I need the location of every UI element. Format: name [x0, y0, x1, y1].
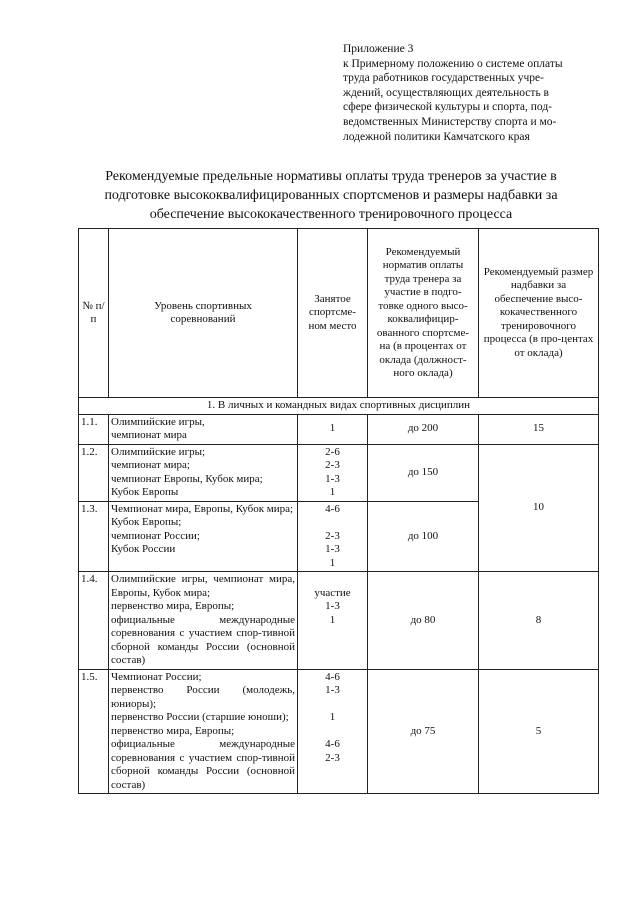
place-value	[300, 725, 365, 739]
level-line: Чемпионат мира, Европы, Кубок мира;	[111, 502, 294, 515]
level-line: первенство России (молодежь, юниоры);	[111, 684, 295, 710]
place-value: 4-6	[325, 670, 340, 683]
row-places	[298, 501, 368, 572]
row-number: 1.5.	[79, 669, 109, 794]
level-line: чемпионат Европы, Кубок мира;	[111, 472, 263, 485]
level-line: первенство мира, Европы;	[111, 600, 235, 612]
row-places	[298, 444, 368, 501]
level-line: Олимпийские игры;	[111, 445, 206, 458]
row-norm: до 200	[368, 414, 479, 444]
row-bonus: 15	[479, 414, 599, 444]
row-norm: до 150	[368, 444, 479, 501]
row-norm: до 80	[368, 572, 479, 670]
place-value: 1-3	[325, 600, 340, 612]
row-levels	[109, 414, 298, 444]
header-place: Занятое спортсме-ном место	[298, 229, 368, 398]
level-line: чемпионат мира;	[111, 459, 190, 471]
row-norm: до 75	[368, 669, 479, 794]
title-line: Рекомендуемые предельные нормативы оплаты труда тренеров за участие в	[105, 169, 557, 184]
place-value	[300, 516, 365, 530]
header-norm: Рекомендуемый норматив оплаты труда тренера за участие в подго-товке одного высо-коквалифицир-ованного спортсме-на (в процентах от оклада (должност-ного оклада)	[368, 229, 479, 398]
appendix-line: ждений, осуществляющих деятельность в	[343, 86, 549, 99]
place-value: 2-6	[325, 445, 340, 458]
row-bonus: 5	[479, 669, 599, 794]
level-line: первенство мира, Европы;	[111, 724, 235, 737]
row-norm: до 100	[368, 501, 479, 572]
row-number: 1.2.	[79, 444, 109, 501]
row-bonus: 8	[479, 572, 599, 670]
norms-table	[78, 228, 599, 794]
row-bonus: 10	[479, 444, 599, 572]
level-line: Кубок Европы;	[111, 516, 182, 528]
place-value: 2-3	[325, 751, 340, 764]
row-places	[298, 669, 368, 794]
row-place: 1	[298, 414, 368, 444]
row-levels	[109, 572, 298, 670]
place-value: 4-6	[325, 502, 340, 515]
appendix-line: лодежной политики Камчатского края	[343, 130, 530, 143]
place-value: 1-3	[325, 543, 340, 555]
section-heading: 1. В личных и командных видах спортивных дисциплин	[79, 398, 599, 415]
level-line: официальные международные соревнования с участием спор-тивной сборной команды России (основной состав)	[111, 738, 295, 791]
table-row	[79, 444, 599, 501]
level-line: официальные международные соревнования с участием спор-тивной сборной команды России (основной состав)	[111, 613, 295, 666]
place-value	[300, 698, 365, 712]
table-row	[79, 572, 599, 670]
header-bonus: Рекомендуемый размер надбавки за обеспечение высо-кокачественного тренировочного процесса (в про-центах от оклада)	[479, 229, 599, 398]
table-row	[79, 414, 599, 444]
row-number: 1.3.	[79, 501, 109, 572]
header-row	[79, 229, 599, 398]
place-value: 4-6	[325, 738, 340, 750]
row-levels	[109, 444, 298, 501]
title-line: подготовке высококвалифицированных спортсменов и размеры надбавки за	[104, 188, 558, 203]
appendix-line: сфере физической культуры и спорта, под-	[343, 101, 552, 114]
place-value: участие	[314, 586, 351, 599]
row-places	[298, 572, 368, 670]
level-line: чемпионат России;	[111, 529, 200, 542]
level-line: Чемпионат России;	[111, 670, 202, 683]
table-row	[79, 669, 599, 794]
place-value: 1	[329, 711, 336, 723]
place-value: 1	[329, 613, 336, 626]
appendix-line: труда работников государственных учре-	[343, 72, 544, 85]
header-num: № п/п	[79, 229, 109, 398]
level-line: Кубок Европы	[111, 486, 179, 498]
place-value: 1	[329, 556, 336, 569]
place-value: 1	[329, 486, 336, 498]
row-number: 1.1.	[79, 414, 109, 444]
document-title	[80, 167, 582, 224]
header-level: Уровень спортивных соревнований	[109, 229, 298, 398]
section-row	[79, 398, 599, 415]
row-levels	[109, 669, 298, 794]
appendix-title: Приложение 3	[343, 43, 414, 55]
level-line: Олимпийские игры,	[111, 415, 205, 428]
place-value: 2-3	[325, 459, 340, 471]
title-line: обеспечение высококачественного тренировочного процесса	[149, 207, 513, 222]
appendix-block	[343, 42, 598, 144]
row-levels	[109, 501, 298, 572]
place-value	[300, 573, 365, 587]
row-number: 1.4.	[79, 572, 109, 670]
appendix-line: ведомственных Министерству спорта и мо-	[343, 115, 557, 128]
place-value: 1-3	[325, 684, 340, 696]
appendix-line: к Примерному положению о системе оплаты	[343, 57, 563, 70]
level-line: чемпионат мира	[111, 429, 187, 441]
place-value: 2-3	[325, 529, 340, 542]
level-line: Кубок России	[111, 543, 176, 555]
level-line: Олимпийские игры, чемпионат мира, Европы, Кубок мира;	[111, 573, 295, 599]
level-line: первенство России (старшие юноши);	[111, 711, 289, 723]
place-value: 1-3	[325, 472, 340, 485]
